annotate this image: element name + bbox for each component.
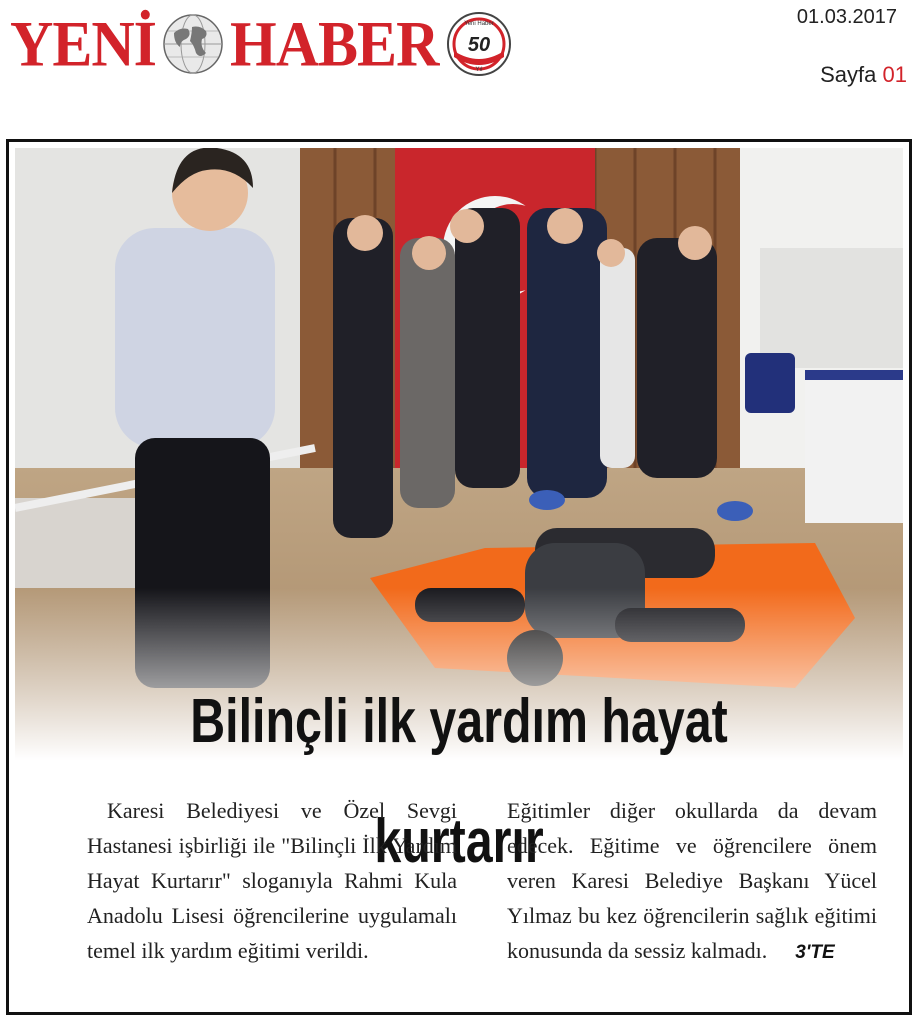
article-clipping[interactable] [6, 139, 912, 1015]
publication-date: 01.03.2017 [796, 6, 897, 28]
headline-text: Bilinçli ilk yardım hayat kurtarır [190, 687, 728, 876]
masthead [0, 0, 921, 120]
svg-text:Yıl: Yıl [475, 67, 483, 73]
right-column-text [507, 793, 877, 970]
svg-text:Yeni Haber: Yeni Haber [464, 21, 495, 27]
right-column-body: Eğitimler diğer okullarda da devam edecek. Eğitime ve öğrencilere önem veren Karesi Belediye Başkanı Yücel Yılmaz bu kez öğrencilerin sağlık eğitimi konusunda da sessiz kalmadı. [507, 798, 877, 963]
continued-on-page[interactable]: 3'TE [795, 942, 835, 963]
newspaper-logo[interactable] [10, 4, 512, 84]
article-body [87, 793, 877, 970]
page-number: 01 [882, 62, 907, 87]
page-label: Sayfa [820, 62, 877, 87]
article-column-left [87, 793, 457, 970]
logo-word-left: YENİ [10, 8, 157, 80]
article-column-right [507, 793, 877, 970]
anniversary-badge-icon [446, 11, 512, 77]
globe-icon [162, 13, 224, 75]
svg-text:50: 50 [468, 34, 491, 56]
article-headline [9, 662, 909, 876]
logo-word-right: HABER [230, 8, 439, 80]
left-column-text: Karesi Belediyesi ve Özel Sevgi Hastanesi işbirliği ile "Bilinçli İlk Yardım Hayat Kurtarır" sloganıyla Rahmi Kula Anadolu Lisesi öğrencilerine uygulamalı temel ilk yardım eğitimi verildi. [87, 798, 457, 963]
page-indicator [820, 62, 907, 88]
